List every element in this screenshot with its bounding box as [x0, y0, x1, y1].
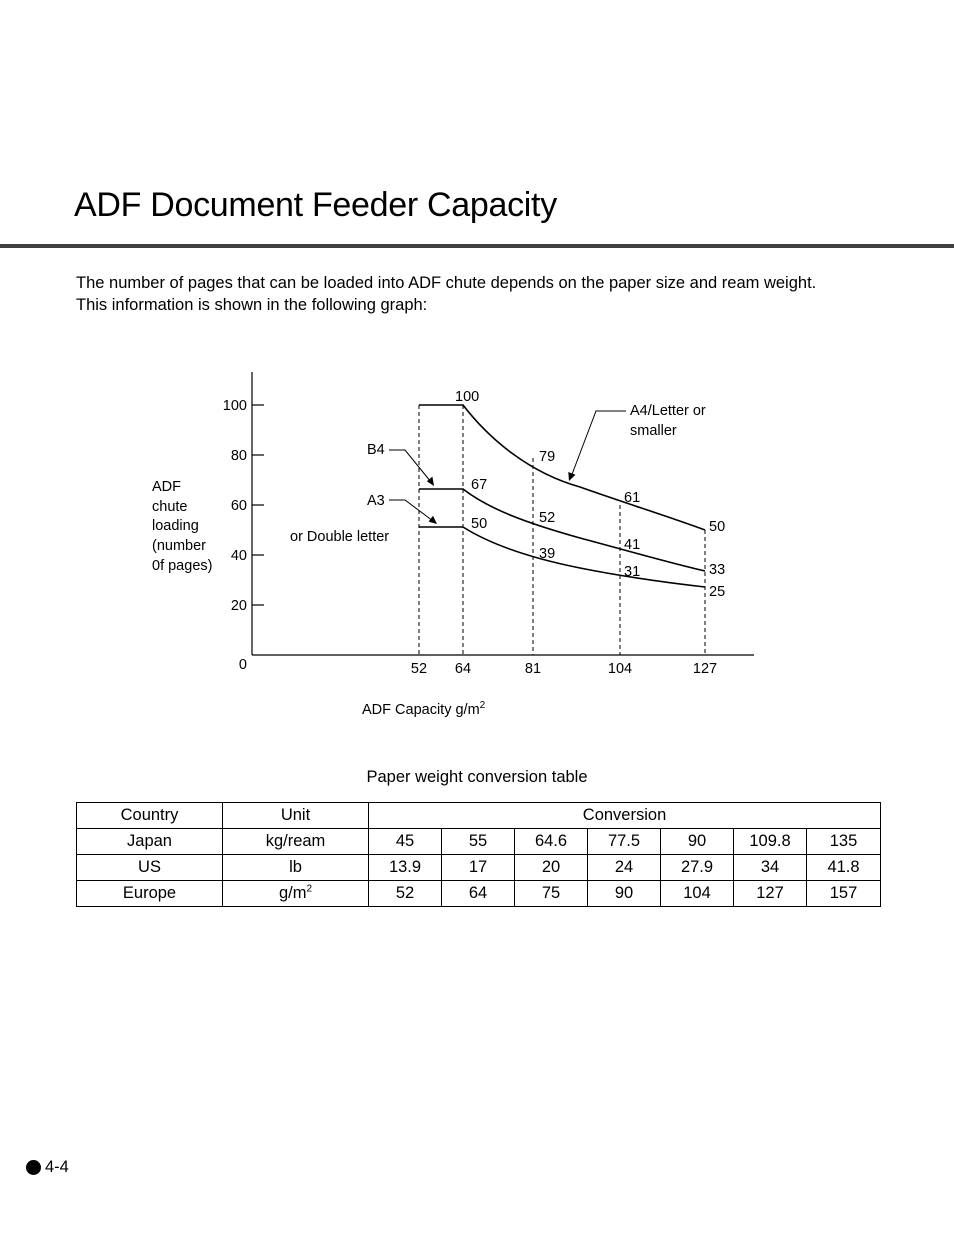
cell-country: US	[77, 855, 223, 881]
y-axis-label	[152, 479, 212, 574]
y-label-line-5: 0f pages)	[152, 558, 213, 574]
cell-value: 24	[588, 855, 661, 881]
cell-value: 75	[515, 881, 588, 907]
page-number: 4-4	[45, 1158, 69, 1176]
cell-unit	[223, 881, 369, 907]
b4-leader-line	[389, 450, 431, 482]
a4-leader-line	[571, 411, 626, 477]
y-label-line-3: loading	[152, 518, 199, 534]
cell-value: 64	[442, 881, 515, 907]
b4-value-label-81: 52	[539, 510, 556, 526]
intro-line-1: The number of pages that can be loaded into ADF chute depends on the paper size and ream weight.	[76, 274, 817, 292]
table-header-row	[77, 803, 881, 829]
a3-arrowhead	[429, 516, 437, 524]
a4-series-label-line-2: smaller	[630, 423, 677, 439]
cell-value: 13.9	[369, 855, 442, 881]
cell-value: 17	[442, 855, 515, 881]
table-row	[77, 855, 881, 881]
x-tick-label-104: 104	[607, 661, 633, 677]
page-title: ADF Document Feeder Capacity	[74, 186, 557, 224]
a4-series-label-line-1: A4/Letter or	[630, 403, 706, 419]
header-conversion: Conversion	[369, 803, 881, 829]
a3-series-label: A3	[367, 493, 385, 509]
cell-unit: kg/ream	[223, 829, 369, 855]
table-row	[77, 829, 881, 855]
b4-value-label-127: 33	[709, 562, 726, 578]
y-tick-label-100: 100	[222, 398, 247, 414]
cell-unit-superscript: 2	[306, 883, 313, 895]
cell-value: 45	[369, 829, 442, 855]
y-tick-label-80: 80	[230, 448, 247, 464]
cell-value: 52	[369, 881, 442, 907]
intro-line-2: This information is shown in the following graph:	[76, 296, 428, 314]
cell-value: 27.9	[661, 855, 734, 881]
x-axis-label-text: ADF Capacity g/m	[362, 702, 480, 718]
b4-value-label-104: 41	[624, 537, 641, 553]
y-tick-label-0: 0	[238, 657, 247, 673]
x-tick-label-64: 64	[454, 661, 472, 677]
bullet-icon	[26, 1160, 41, 1175]
cell-value: 90	[588, 881, 661, 907]
a4-arrowhead	[568, 472, 575, 481]
cell-country: Japan	[77, 829, 223, 855]
header-country: Country	[77, 803, 223, 829]
cell-value: 90	[661, 829, 734, 855]
table-caption: Paper weight conversion table	[366, 768, 588, 786]
y-ticks	[223, 398, 264, 673]
cell-country: Europe	[77, 881, 223, 907]
series-b4-curve	[419, 489, 705, 571]
cell-value: 135	[807, 829, 881, 855]
cell-unit: lb	[223, 855, 369, 881]
dashed-guides	[419, 405, 705, 655]
y-tick-label-20: 20	[230, 598, 247, 614]
x-ticks	[411, 661, 717, 677]
cell-value: 77.5	[588, 829, 661, 855]
a3-value-label-81: 39	[539, 546, 556, 562]
table-row	[77, 881, 881, 907]
b4-value-label-64: 67	[471, 477, 488, 493]
cell-value: 41.8	[807, 855, 881, 881]
x-tick-label-127: 127	[692, 661, 718, 677]
x-axis-label	[362, 700, 486, 718]
a3-value-label-104: 31	[624, 564, 641, 580]
series-a3-curve	[419, 527, 705, 587]
conversion-table	[76, 802, 881, 907]
page-footer	[26, 1158, 69, 1177]
a3-series-note: or Double letter	[290, 529, 390, 545]
x-tick-label-52: 52	[410, 661, 428, 677]
a4-value-label-81: 79	[539, 449, 556, 465]
y-label-line-4: (number	[152, 538, 206, 554]
cell-value: 157	[807, 881, 881, 907]
cell-value: 20	[515, 855, 588, 881]
b4-series-label: B4	[367, 442, 385, 458]
a3-leader-line	[389, 500, 433, 521]
y-tick-label-60: 60	[230, 498, 247, 514]
y-tick-label-40: 40	[230, 548, 247, 564]
leader-lines	[389, 411, 626, 521]
cell-value: 34	[734, 855, 807, 881]
a3-value-label-64: 50	[471, 516, 488, 532]
cell-value: 104	[661, 881, 734, 907]
cell-value: 109.8	[734, 829, 807, 855]
x-tick-label-81: 81	[524, 661, 542, 677]
a4-value-label-104: 61	[624, 490, 641, 506]
a4-value-label-127: 50	[709, 519, 726, 535]
header-unit: Unit	[223, 803, 369, 829]
cell-value: 127	[734, 881, 807, 907]
a4-value-label-64: 100	[455, 389, 480, 405]
cell-unit-text: g/m	[278, 884, 307, 902]
cell-value: 55	[442, 829, 515, 855]
y-label-line-2: chute	[152, 499, 188, 515]
x-axis-label-superscript: 2	[479, 700, 486, 711]
a3-value-label-127: 25	[709, 584, 726, 600]
y-label-line-1: ADF	[152, 479, 181, 495]
cell-value: 64.6	[515, 829, 588, 855]
